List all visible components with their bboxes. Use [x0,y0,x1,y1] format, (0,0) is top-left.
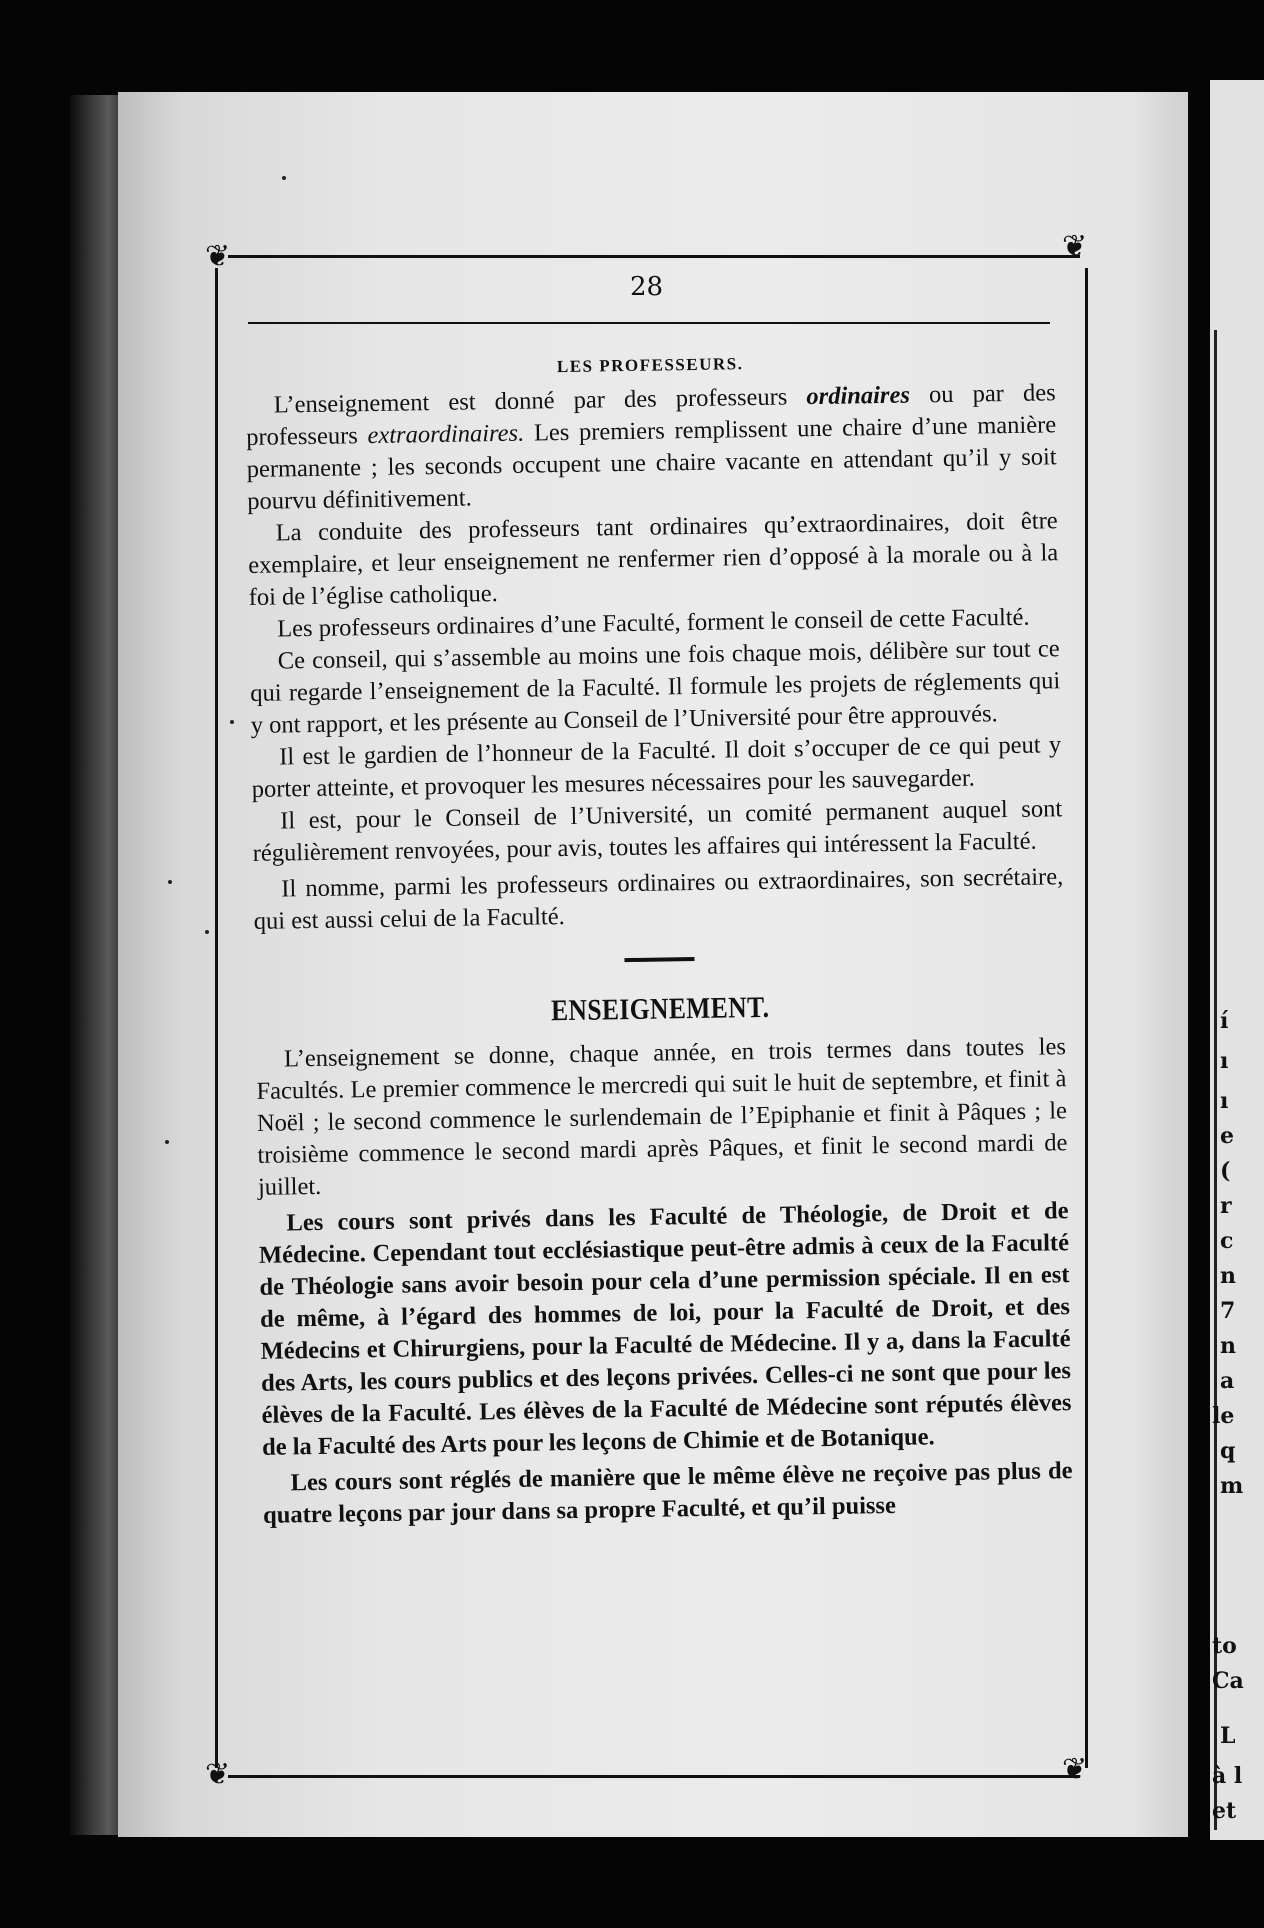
section-heading-professeurs: LES PROFESSEURS. [556,354,744,377]
adjacent-page-text-fragment: n [1220,1333,1236,1359]
adjacent-page-text-fragment: 7 [1220,1298,1236,1324]
adjacent-page-text-fragment: Ca [1212,1668,1244,1694]
paragraph-4: Ce conseil, qui s’assemble au moins une fois chaque mois, délibère sur tout ce qui regarde l’enseignement de la Faculté. Il formule les projets de réglements qui y ont rapport, et les présente au Conseil de l’Université pour être approuvés. [250,635,1061,739]
paragraph-3: Les professeurs ordinaires d’une Faculté, forment le conseil de cette Faculté. [277,603,1030,643]
adjacent-page-text-fragment: à l [1212,1763,1243,1789]
body-text [245,347,1077,1755]
paragraph-10: Les cours sont réglés de manière que le même élève ne reçoive pas plus de quatre leçons par jour dans sa propre Faculté, et qu’il puisse [262,1457,1073,1529]
paragraph-9: Les cours sont privés dans les Faculté de Théologie, de Droit et de Médecine. Cependant tout ecclésiastique peut-être admis à ceux de la Faculté de Théologie sans avoir besoin pour cela d’une permission spéciale. Il en est de même, à l’égard des hommes de loi, pour la Faculté de Droit, et des Médecins et Chirurgiens, pour la Faculté de Médecine. Il y a, dans la Faculté des Arts, les cours publics et des leçons privées. Celles-ci ne sont que pour les élèves de la Faculté. Les élèves de la Faculté de Médecine sont réputés élèves de la Faculté des Arts pour les leçons de Chimie et de Botanique. [258,1197,1072,1461]
adjacent-page-text-fragment: q [1220,1438,1236,1464]
frame-top-rule [228,255,1080,258]
adjacent-page-text-fragment: r [1220,1193,1232,1219]
book-gutter [70,95,125,1835]
adjacent-page-text-fragment: ( [1220,1158,1231,1184]
frame-left-rule [215,268,218,1768]
adjacent-page-text-fragment: n [1220,1263,1236,1289]
adjacent-page-text-fragment: et [1212,1798,1237,1824]
corner-ornament-icon: ❦ [1062,1752,1088,1787]
adjacent-page-text-fragment: í [1220,1008,1229,1034]
header-rule [248,322,1050,324]
adjacent-page-text-fragment: to [1212,1633,1237,1659]
scan-speck [168,880,172,884]
adjacent-page-text-fragment: ı [1220,1088,1229,1114]
corner-ornament-icon: ❦ [205,1757,231,1792]
section-heading-enseignement: ENSEIGNEMENT. [550,990,770,1028]
frame-right-rule [1085,268,1088,1768]
page-number: 28 [630,272,664,302]
frame-bottom-rule [228,1775,1080,1778]
scan-speck [205,930,209,934]
adjacent-page-border [1214,330,1217,1830]
adjacent-page-text-fragment: e [1220,1123,1234,1149]
paragraph-2: La conduite des professeurs tant ordinaires qu’extraordinaires, doit être exemplaire, et leur enseignement ne renfermer rien d’opposé à la morale ou à la foi de l’église catholique. [248,507,1059,611]
paragraph-1: L’enseignement est donné par des professeurs ordinaires ou par des professeurs extraordinaires. Les premiers remplissent une chaire d’une manière permanente ; les seconds occupent une chaire vacante en attendant qu’il y soit pourvu définitivement. [246,379,1057,515]
adjacent-page-text-fragment: c [1220,1228,1234,1254]
adjacent-page-text-fragment: m [1220,1473,1244,1499]
paragraph-7: Il nomme, parmi les professeurs ordinaires ou extraordinaires, son secrétaire, qui est aussi celui de la Faculté. [253,863,1064,935]
paragraph-6: Il est, pour le Conseil de l’Université, un comité permanent auquel sont régulièrement renvoyées, pour avis, toutes les affaires qui intéressent la Faculté. [252,795,1063,867]
corner-ornament-icon: ❦ [1062,229,1088,264]
scan-speck [165,1140,169,1144]
paragraph-8: L’enseignement se donne, chaque année, en trois termes dans toutes les Facultés. Le premier commence le mercredi qui suit le huit de septembre, et finit à Noël ; le second commence le surlendemain de l’Epiphanie et finit à Pâques ; le troisième commence le second mardi après Pâques, et finit le second mardi de juillet. [256,1033,1068,1201]
scan-speck [282,176,286,180]
paragraph-5: Il est le gardien de l’honneur de la Faculté. Il doit s’occuper de ce qui peut y porter atteinte, et provoquer les mesures nécessaires pour les sauvegarder. [251,731,1062,803]
adjacent-page-text-fragment: a [1220,1368,1235,1394]
adjacent-page-text-fragment: ı [1220,1048,1229,1074]
adjacent-page-text-fragment: L [1220,1723,1236,1749]
scan-speck [230,720,234,724]
adjacent-page-text-fragment: le [1212,1403,1235,1429]
section-separator [624,957,694,962]
adjacent-page-edge [1210,80,1264,1840]
corner-ornament-icon: ❦ [205,239,231,274]
